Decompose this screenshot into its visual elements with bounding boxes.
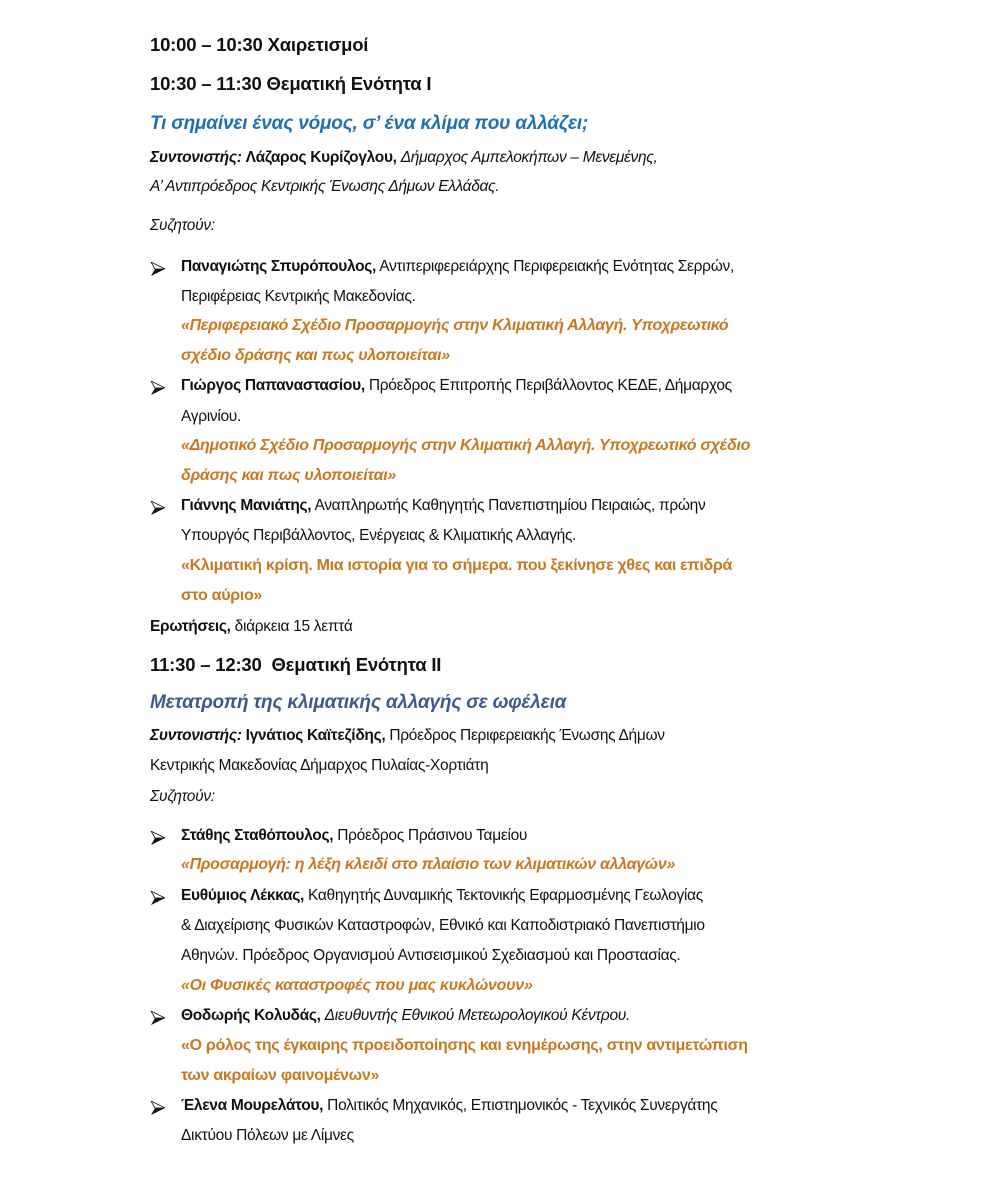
arrowhead-bullet-icon: [150, 381, 166, 395]
session-1-discussants-label: Συζητούν:: [150, 217, 215, 234]
speaker-role: Πολιτικός Μηχανικός, Επιστημονικός - Τεχνικός Συνεργάτης: [327, 1097, 718, 1114]
session-2-moderator: [150, 727, 665, 745]
speaker-role: Αναπληρωτής Καθηγητής Πανεπιστημίου Πειραιώς, πρώην: [314, 497, 706, 514]
speaker-role-cont: Δικτύου Πόλεων με Λίμνες: [181, 1127, 354, 1144]
speaker-name: Έλενα Μουρελάτου,: [181, 1097, 324, 1114]
speaker-name: Στάθης Σταθόπουλος,: [181, 827, 334, 844]
arrowhead-bullet-icon: [150, 1011, 166, 1025]
questions-label: Ερωτήσεις,: [150, 618, 231, 635]
speaker-role: Διευθυντής Εθνικού Μετεωρολογικού Κέντρου.: [324, 1007, 631, 1024]
slot-heading-session-1: [150, 73, 431, 95]
moderator-role: Πρόεδρος Περιφερειακής Ένωσης Δήμων: [389, 727, 665, 744]
questions-duration: διάρκεια 15 λεπτά: [234, 618, 353, 635]
talk-title: «Κλιματική κρίση. Μια ιστορία για το σήμερα. που ξεκίνησε χθες και επιδρά: [181, 557, 733, 574]
talk-title: «Προσαρμογή: η λέξη κλειδί στο πλαίσιο των κλιματικών αλλαγών»: [181, 856, 676, 873]
slot-heading-welcome: [150, 34, 368, 56]
speaker-entry: [181, 1097, 717, 1115]
speaker-entry: [181, 827, 527, 845]
arrowhead-bullet-icon: [150, 1101, 166, 1115]
session-1-title: Τι σημαίνει ένας νόμος, σ’ ένα κλίμα που αλλάζει;: [150, 113, 589, 134]
talk-title: «Περιφερειακό Σχέδιο Προσαρμογής στην Κλιματική Αλλαγή. Υποχρεωτικό: [181, 317, 729, 334]
moderator-name: Λάζαρος Κυρίζογλου,: [245, 149, 397, 166]
session-2-discussants-label: Συζητούν:: [150, 788, 215, 805]
moderator-role: Δήμαρχος Αμπελοκήπων – Μενεμένης,: [400, 149, 658, 166]
speaker-role-cont: Αγρινίου.: [181, 408, 241, 425]
session-1-moderator-role-cont: Α’ Αντιπρόεδρος Κεντρικής Ένωσης Δήμων Ελλάδας.: [150, 178, 500, 195]
slot-title: Θεματική Ενότητα ΙΙ: [271, 654, 442, 675]
questions-line: [150, 618, 353, 636]
speaker-name: Ευθύμιος Λέκκας,: [181, 887, 305, 904]
speaker-entry: [181, 258, 734, 276]
speaker-entry: [181, 497, 705, 515]
speaker-role: Πρόεδρος Επιτροπής Περιβάλλοντος ΚΕΔΕ, Δήμαρχος: [368, 377, 732, 394]
slot-time: 10:00 – 10:30: [150, 34, 263, 55]
arrowhead-bullet-icon: [150, 831, 166, 845]
moderator-name: Ιγνάτιος Καϊτεζίδης,: [245, 727, 386, 744]
session-1-moderator: [150, 149, 658, 167]
speaker-entry: [181, 1007, 630, 1025]
speaker-role-cont: Υπουργός Περιβάλλοντος, Ενέργειας & Κλιματικής Αλλαγής.: [181, 527, 577, 544]
slot-heading-session-2: [150, 654, 441, 676]
talk-title-cont: δράσης και πως υλοποιείται»: [181, 467, 396, 484]
speaker-role-cont: Περιφέρειας Κεντρικής Μακεδονίας.: [181, 288, 416, 305]
talk-title: «Οι Φυσικές καταστροφές που μας κυκλώνουν»: [181, 977, 533, 994]
speaker-name: Παναγιώτης Σπυρόπουλος,: [181, 258, 377, 275]
arrowhead-bullet-icon: [150, 262, 166, 276]
speaker-name: Γιάννης Μανιάτης,: [181, 497, 312, 514]
speaker-role: Αντιπεριφερειάρχης Περιφερειακής Ενότητας Σερρών,: [379, 258, 734, 275]
arrowhead-bullet-icon: [150, 501, 166, 515]
moderator-label: Συντονιστής:: [150, 149, 242, 166]
talk-title-cont: στο αύριο»: [181, 587, 263, 604]
slot-title: Θεματική Ενότητα Ι: [266, 73, 432, 94]
speaker-name: Θοδωρής Κολυδάς,: [181, 1007, 321, 1024]
speaker-role: Καθηγητής Δυναμικής Τεκτονικής Εφαρμοσμένης Γεωλογίας: [308, 887, 703, 904]
talk-title-cont: σχέδιο δράσης και πως υλοποιείται»: [181, 347, 450, 364]
talk-title: «Ο ρόλος της έγκαιρης προειδοποίησης και ενημέρωσης, στην αντιμετώπιση: [181, 1037, 748, 1054]
talk-title-cont: των ακραίων φαινομένων»: [181, 1067, 380, 1084]
session-2-moderator-role-cont: Κεντρικής Μακεδονίας Δήμαρχος Πυλαίας-Χορτιάτη: [150, 757, 489, 774]
speaker-role-cont: Αθηνών. Πρόεδρος Οργανισμού Αντισεισμικού Σχεδιασμού και Προστασίας.: [181, 947, 681, 964]
slot-title: Χαιρετισμοί: [267, 34, 369, 55]
slot-time: 11:30 – 12:30: [150, 654, 262, 675]
speaker-role: Πρόεδρος Πράσινου Ταμείου: [337, 827, 528, 844]
speaker-entry: [181, 377, 732, 395]
session-2-title: Μετατροπή της κλιματικής αλλαγής σε ωφέλεια: [150, 692, 567, 713]
talk-title: «Δημοτικό Σχέδιο Προσαρμογής στην Κλιματική Αλλαγή. Υποχρεωτικό σχέδιο: [181, 437, 751, 454]
arrowhead-bullet-icon: [150, 891, 166, 905]
moderator-label: Συντονιστής:: [150, 727, 242, 744]
speaker-role-cont: & Διαχείρισης Φυσικών Καταστροφών, Εθνικό και Καποδιστριακό Πανεπιστήμιο: [181, 917, 705, 934]
speaker-entry: [181, 887, 703, 905]
slot-time: 10:30 – 11:30: [150, 73, 262, 94]
speaker-name: Γιώργος Παπαναστασίου,: [181, 377, 365, 394]
